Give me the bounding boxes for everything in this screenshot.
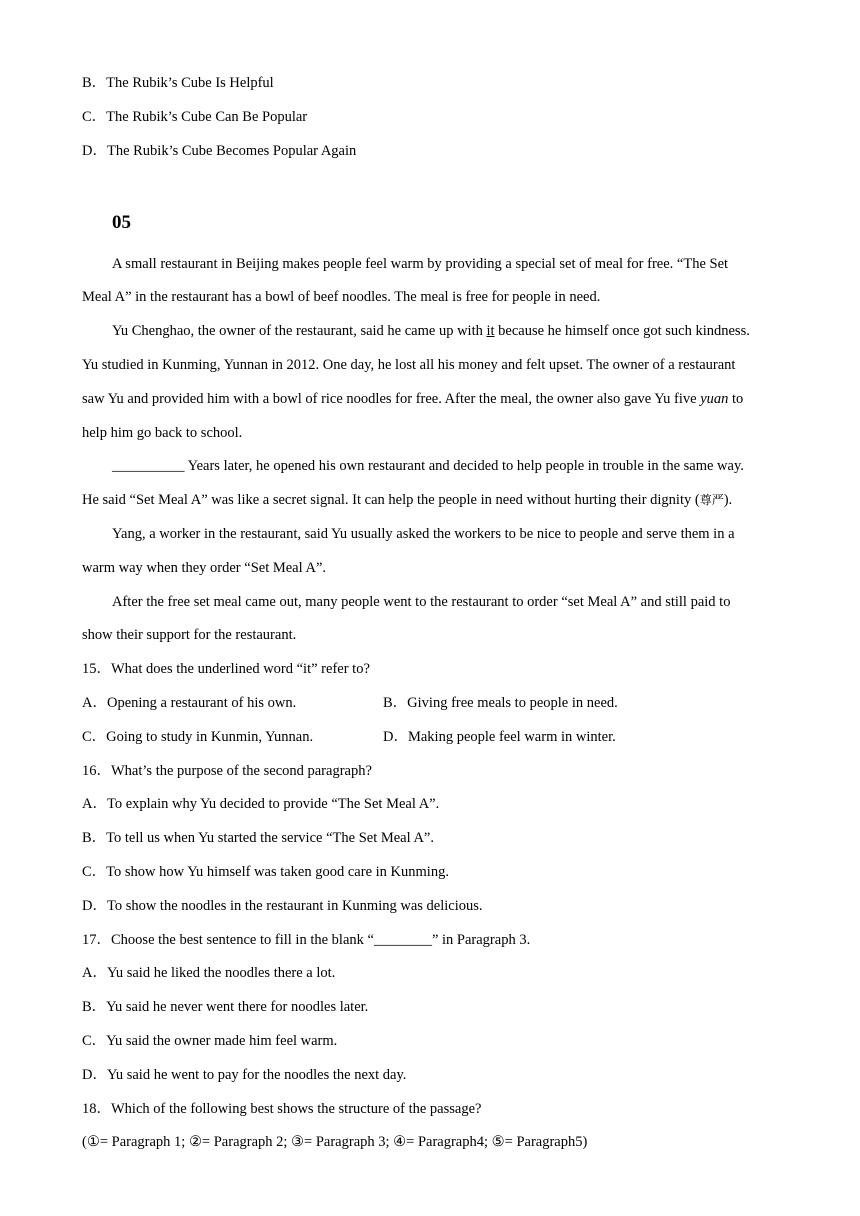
passage-p1-line2: Meal A” in the restaurant has a bowl of beef noodles. The meal is free for people in need. (82, 289, 601, 305)
passage-text: to (728, 391, 744, 407)
passage-text: saw Yu and provided him with a bowl of rice noodles for free. After the meal, the owner also gave Yu five (82, 391, 701, 407)
prev-option-c: C．The Rubik’s Cube Can Be Popular (82, 109, 308, 125)
section-number: 05 (112, 212, 131, 233)
question-16-option-c: C．To show how Yu himself was taken good care in Kunming. (82, 864, 449, 880)
question-15-option-b: B．Giving free meals to people in need. (383, 695, 618, 711)
question-17-option-c: C．Yu said the owner made him feel warm. (82, 1033, 338, 1049)
question-17-stem: 17．Choose the best sentence to fill in the blank “________” in Paragraph 3. (82, 932, 531, 948)
question-16-option-d: D．To show the noodles in the restaurant in Kunming was delicious. (82, 898, 483, 914)
passage-p2-line3 (82, 390, 743, 408)
passage-p2-line2: Yu studied in Kunming, Yunnan in 2012. One day, he lost all his money and felt upset. The owner of a restaurant (82, 357, 736, 373)
question-18-stem: 18．Which of the following best shows the structure of the passage? (82, 1101, 482, 1117)
question-16-option-a: A．To explain why Yu decided to provide “The Set Meal A”. (82, 796, 440, 812)
passage-p2-line4: help him go back to school. (82, 425, 243, 441)
question-17-option-d: D．Yu said he went to pay for the noodles the next day. (82, 1067, 407, 1083)
passage-p5-line2: show their support for the restaurant. (82, 627, 297, 643)
passage-text: because he himself once got such kindness. (494, 323, 750, 339)
italic-word-yuan: yuan (700, 391, 729, 407)
underlined-word-it: it (486, 323, 495, 339)
prev-option-b: B．The Rubik’s Cube Is Helpful (82, 75, 274, 91)
prev-option-d: D．The Rubik’s Cube Becomes Popular Again (82, 143, 357, 159)
question-15-option-d: D．Making people feel warm in winter. (383, 729, 616, 745)
question-16-option-b: B．To tell us when Yu started the service “The Set Meal A”. (82, 830, 434, 846)
chinese-gloss: 尊严 (699, 493, 724, 507)
passage-p2-line1 (112, 322, 750, 340)
question-15-stem: 15．What does the underlined word “it” refer to? (82, 661, 370, 677)
passage-p3-line1: __________ Years later, he opened his own restaurant and decided to help people in trouble in the same way. (112, 458, 744, 474)
passage-p4-line1: Yang, a worker in the restaurant, said Yu usually asked the workers to be nice to people and serve them in a (112, 526, 735, 542)
question-18-note: (①= Paragraph 1; ②= Paragraph 2; ③= Paragraph 3; ④= Paragraph4; ⑤= Paragraph5) (82, 1134, 588, 1150)
question-15-option-c: C．Going to study in Kunmin, Yunnan. (82, 729, 314, 745)
question-16-stem: 16．What’s the purpose of the second paragraph? (82, 763, 372, 779)
question-17-option-b: B．Yu said he never went there for noodles later. (82, 999, 369, 1015)
question-15-option-a: A．Opening a restaurant of his own. (82, 695, 297, 711)
passage-p1-line1: A small restaurant in Beijing makes people feel warm by providing a special set of meal for free. “The Set (112, 256, 729, 272)
passage-text: Yu Chenghao, the owner of the restaurant, said he came up with (112, 323, 487, 339)
passage-p3-line2 (82, 491, 732, 509)
passage-text: ). (723, 492, 733, 508)
passage-text: He said “Set Meal A” was like a secret signal. It can help the people in need without hurting their dignity ( (82, 492, 700, 508)
passage-p5-line1: After the free set meal came out, many people went to the restaurant to order “set Meal A” and still paid to (112, 594, 731, 610)
passage-p4-line2: warm way when they order “Set Meal A”. (82, 560, 327, 576)
question-17-option-a: A．Yu said he liked the noodles there a lot. (82, 965, 336, 981)
